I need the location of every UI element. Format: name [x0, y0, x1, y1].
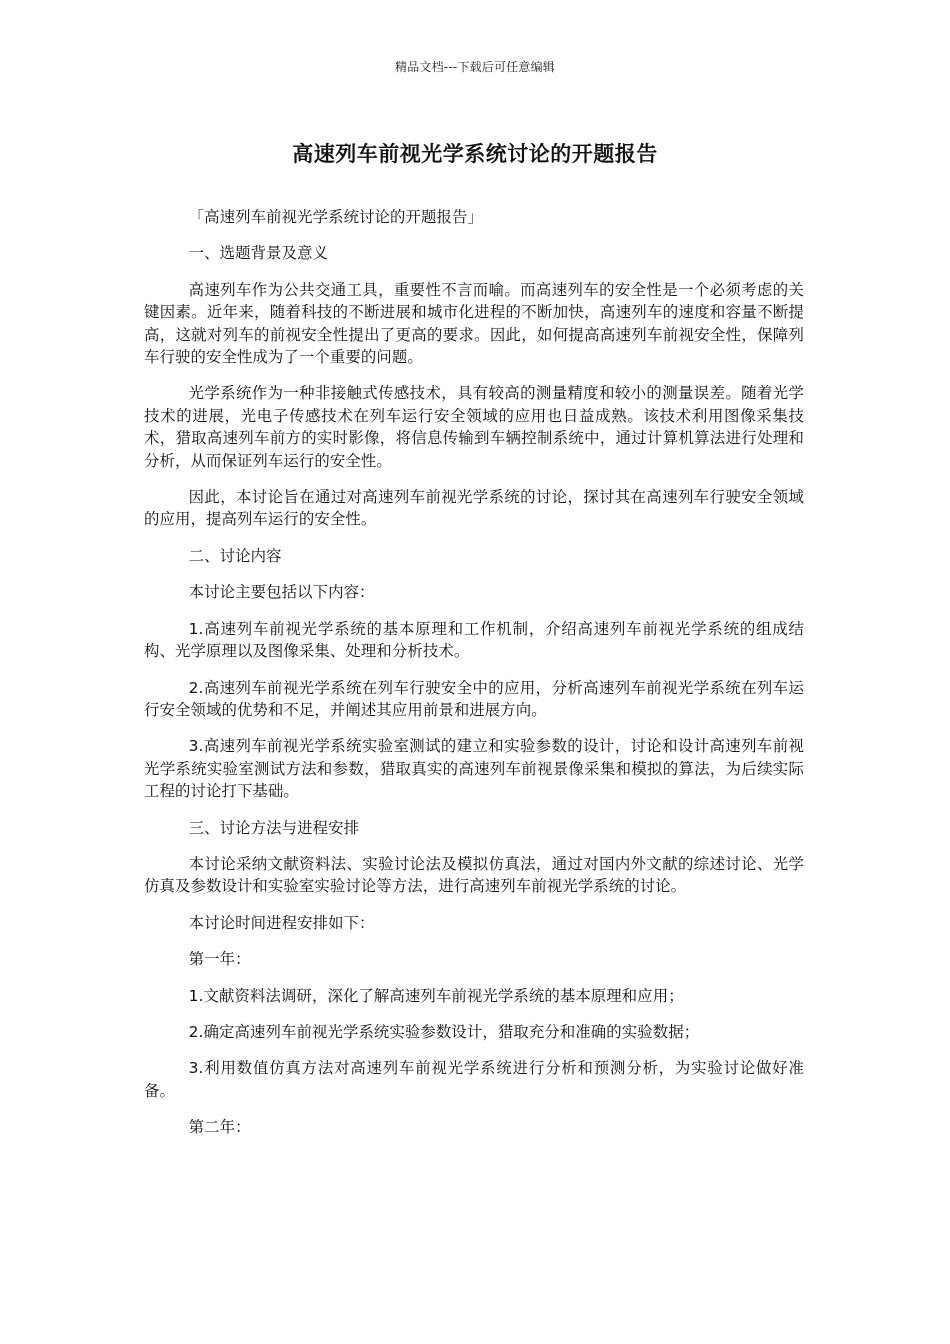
paragraph: 本讨论采纳文献资料法、实验讨论法及模拟仿真法，通过对国内外文献的综述讨论、光学仿真及参数设计和实验室实验讨论等方法，进行高速列车前视光学系统的讨论。 [144, 854, 804, 896]
list-item: 3.利用数值仿真方法对高速列车前视光学系统进行分析和预测分析，为实验讨论做好准备。 [144, 1059, 804, 1100]
list-item: 1.高速列车前视光学系统的基本原理和工作机制，介绍高速列车前视光学系统的组成结构、光学原理以及图像采集、处理和分析技术。 [144, 619, 804, 661]
section-heading-background: 一、选题背景及意义 [188, 244, 329, 263]
section-heading-content: 二、讨论内容 [188, 546, 282, 565]
section-heading-methods: 三、讨论方法与进程安排 [188, 818, 360, 837]
paragraph-report-label: 「高速列车前视光学系统讨论的开题报告」 [188, 208, 483, 226]
list-item: 3.高速列车前视光学系统实验室测试的建立和实验参数的设计，讨论和设计高速列车前视光学系统实验室测试方法和参数，猎取真实的高速列车前视景像采集和模拟的算法，为后续实际工程的讨论打下基础。 [144, 737, 804, 801]
paragraph: 光学系统作为一种非接触式传感技术，具有较高的测量精度和较小的测量误差。随着光学技术的进展，光电子传感技术在列车运行安全领域的应用也日益成熟。该技术利用图像采集技术，猎取高速列车前方的实时影像，将信息传输到车辆控制系统中，通过计算机算法进行处理和分析，从而保证列车运行的安全性。 [144, 384, 804, 470]
paragraph: 本讨论主要包括以下内容： [188, 583, 375, 602]
list-item: 1.文献资料法调研，深化了解高速列车前视光学系统的基本原理和应用； [188, 986, 684, 1005]
list-item: 2.确定高速列车前视光学系统实验参数设计，猎取充分和准确的实验数据； [188, 1022, 700, 1041]
schedule-year-label: 第二年： [188, 1118, 251, 1137]
paragraph: 因此，本讨论旨在通过对高速列车前视光学系统的讨论，探讨其在高速列车行驶安全领域的应用，提高列车运行的安全性。 [144, 488, 804, 529]
paragraph: 高速列车作为公共交通工具，重要性不言而喻。而高速列车的安全性是一个必须考虑的关键因素。近年来，随着科技的不断进展和城市化进程的不断加快，高速列车的速度和容量不断提高，这就对列车的前视安全性提出了更高的要求。因此，如何提高高速列车前视安全性，保障列车行驶的安全性成为了一个重要的问题。 [144, 280, 804, 367]
list-item: 2.高速列车前视光学系统在列车行驶安全中的应用，分析高速列车前视光学系统在列车运行安全领域的优势和不足，并阐述其应用前景和进展方向。 [144, 678, 804, 719]
document-title: 高速列车前视光学系统讨论的开题报告 [292, 142, 658, 166]
schedule-year-label: 第一年： [188, 950, 251, 969]
document-body [144, 206, 804, 1153]
paragraph: 本讨论时间进程安排如下： [188, 913, 375, 932]
header-note: 精品文档---下载后可任意编辑 [395, 60, 555, 74]
